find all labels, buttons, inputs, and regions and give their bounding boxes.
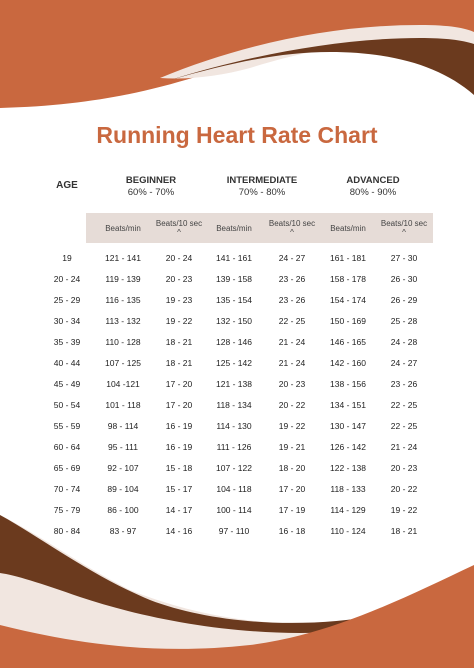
advanced-10s-cell: 21 - 24 [390, 442, 418, 452]
page-title: Running Heart Rate Chart [96, 122, 378, 148]
intermediate-bpm-cell: 125 - 142 [216, 358, 252, 368]
beginner-bpm-cell: 116 - 135 [105, 295, 141, 305]
advanced-10s-cell: 20 - 23 [390, 463, 418, 473]
subheader-beats-per-10-sec: Beats/10 sec ^ [155, 219, 203, 237]
advanced-bpm-cell: 126 - 142 [330, 442, 366, 452]
advanced-bpm-cell: 142 - 160 [330, 358, 366, 368]
beginner-bpm-cell: 95 - 111 [108, 442, 138, 452]
level-header-advanced [318, 175, 428, 199]
beginner-10s-cell: 18 - 21 [165, 358, 193, 368]
intermediate-10s-cell: 24 - 27 [278, 253, 306, 263]
beginner-bpm-cell: 98 - 114 [107, 421, 139, 431]
beginner-bpm-cell: 107 - 125 [105, 358, 141, 368]
advanced-10s-cell: 20 - 22 [390, 484, 418, 494]
intermediate-bpm-cell: 141 - 161 [216, 253, 252, 263]
beginner-bpm-cell: 104 -121 [106, 379, 140, 389]
age-cell: 35 - 39 [53, 337, 81, 347]
intermediate-bpm-cell: 135 - 154 [216, 295, 252, 305]
intermediate-bpm-cell: 111 - 126 [216, 442, 252, 452]
intermediate-bpm-cell: 97 - 110 [218, 526, 250, 536]
level-header-beginner [96, 175, 206, 199]
intermediate-bpm-cell: 107 - 122 [216, 463, 252, 473]
subheader-beats-per-min: Beats/min [105, 223, 141, 233]
advanced-bpm-cell: 154 - 174 [330, 295, 366, 305]
intermediate-bpm-cell: 121 - 138 [216, 379, 252, 389]
intermediate-bpm-cell: 104 - 118 [216, 484, 252, 494]
intermediate-bpm-cell: 128 - 146 [216, 337, 252, 347]
advanced-10s-cell: 24 - 28 [390, 337, 418, 347]
level-name: BEGINNER [125, 175, 177, 186]
subheader-beats-per-10-sec: Beats/10 sec ^ [268, 219, 316, 237]
intermediate-10s-cell: 21 - 24 [278, 358, 306, 368]
intermediate-10s-cell: 16 - 18 [278, 526, 306, 536]
age-cell: 45 - 49 [53, 379, 81, 389]
beginner-10s-cell: 15 - 18 [165, 463, 193, 473]
age-cell: 65 - 69 [53, 463, 81, 473]
beginner-10s-cell: 19 - 23 [165, 295, 193, 305]
beginner-10s-cell: 16 - 19 [165, 421, 193, 431]
intermediate-10s-cell: 23 - 26 [278, 274, 306, 284]
beginner-bpm-cell: 83 - 97 [109, 526, 137, 536]
age-cell: 55 - 59 [53, 421, 81, 431]
beginner-10s-cell: 20 - 23 [165, 274, 193, 284]
advanced-bpm-cell: 114 - 129 [330, 505, 366, 515]
level-range: 80% - 90% [349, 187, 397, 198]
intermediate-bpm-cell: 132 - 150 [216, 316, 252, 326]
intermediate-10s-cell: 19 - 21 [278, 442, 306, 452]
advanced-10s-cell: 27 - 30 [390, 253, 418, 263]
beginner-bpm-cell: 121 - 141 [105, 253, 141, 263]
intermediate-10s-cell: 23 - 26 [278, 295, 306, 305]
beginner-10s-cell: 14 - 16 [165, 526, 193, 536]
age-cell: 30 - 34 [53, 316, 81, 326]
intermediate-10s-cell: 17 - 20 [278, 484, 306, 494]
age-cell: 50 - 54 [53, 400, 81, 410]
advanced-10s-cell: 22 - 25 [390, 421, 418, 431]
advanced-bpm-cell: 130 - 147 [330, 421, 366, 431]
age-cell: 80 - 84 [53, 526, 81, 536]
intermediate-10s-cell: 18 - 20 [278, 463, 306, 473]
advanced-10s-cell: 26 - 29 [390, 295, 418, 305]
top-wave-decoration [0, 0, 474, 130]
advanced-10s-cell: 19 - 22 [390, 505, 418, 515]
advanced-bpm-cell: 158 - 178 [330, 274, 366, 284]
advanced-10s-cell: 24 - 27 [390, 358, 418, 368]
subheader-beats-per-min: Beats/min [330, 223, 366, 233]
beginner-10s-cell: 17 - 20 [165, 379, 193, 389]
beginner-bpm-cell: 119 - 139 [105, 274, 141, 284]
advanced-bpm-cell: 110 - 124 [330, 526, 366, 536]
beginner-bpm-cell: 89 - 104 [107, 484, 139, 494]
advanced-bpm-cell: 138 - 156 [330, 379, 366, 389]
intermediate-10s-cell: 22 - 25 [278, 316, 306, 326]
beginner-10s-cell: 20 - 24 [165, 253, 193, 263]
beginner-10s-cell: 16 - 19 [165, 442, 193, 452]
level-name: ADVANCED [346, 175, 400, 186]
beginner-bpm-cell: 101 - 118 [105, 400, 141, 410]
advanced-10s-cell: 22 - 25 [390, 400, 418, 410]
advanced-10s-cell: 18 - 21 [390, 526, 418, 536]
beginner-bpm-cell: 113 - 132 [105, 316, 141, 326]
level-range: 60% - 70% [127, 187, 175, 198]
advanced-10s-cell: 23 - 26 [390, 379, 418, 389]
advanced-bpm-cell: 150 - 169 [330, 316, 366, 326]
age-cell: 40 - 44 [53, 358, 81, 368]
advanced-bpm-cell: 161 - 181 [330, 253, 366, 263]
intermediate-10s-cell: 21 - 24 [278, 337, 306, 347]
advanced-bpm-cell: 134 - 151 [330, 400, 366, 410]
intermediate-bpm-cell: 118 - 134 [216, 400, 252, 410]
subheader-beats-per-min: Beats/min [216, 223, 252, 233]
beginner-bpm-cell: 110 - 128 [105, 337, 141, 347]
beginner-10s-cell: 15 - 17 [165, 484, 193, 494]
level-header-intermediate [207, 175, 317, 199]
advanced-bpm-cell: 146 - 165 [330, 337, 366, 347]
age-cell: 75 - 79 [53, 505, 81, 515]
advanced-bpm-cell: 118 - 133 [330, 484, 366, 494]
level-range: 70% - 80% [238, 187, 286, 198]
beginner-10s-cell: 14 - 17 [165, 505, 193, 515]
advanced-bpm-cell: 122 - 138 [330, 463, 366, 473]
beginner-bpm-cell: 92 - 107 [107, 463, 139, 473]
beginner-10s-cell: 19 - 22 [165, 316, 193, 326]
beginner-bpm-cell: 86 - 100 [107, 505, 139, 515]
subheader-beats-per-10-sec: Beats/10 sec ^ [380, 219, 428, 237]
advanced-10s-cell: 25 - 28 [390, 316, 418, 326]
intermediate-bpm-cell: 139 - 158 [216, 274, 252, 284]
beginner-10s-cell: 17 - 20 [165, 400, 193, 410]
intermediate-bpm-cell: 100 - 114 [216, 505, 252, 515]
intermediate-10s-cell: 20 - 22 [278, 400, 306, 410]
beginner-10s-cell: 18 - 21 [165, 337, 193, 347]
age-cell: 70 - 74 [53, 484, 81, 494]
intermediate-10s-cell: 19 - 22 [278, 421, 306, 431]
advanced-10s-cell: 26 - 30 [390, 274, 418, 284]
intermediate-bpm-cell: 114 - 130 [216, 421, 252, 431]
age-cell: 19 [62, 253, 72, 263]
age-cell: 60 - 64 [53, 442, 81, 452]
age-cell: 25 - 29 [53, 295, 81, 305]
intermediate-10s-cell: 17 - 19 [278, 505, 306, 515]
level-name: INTERMEDIATE [226, 175, 298, 186]
age-cell: 20 - 24 [53, 274, 81, 284]
intermediate-10s-cell: 20 - 23 [278, 379, 306, 389]
age-column-header: AGE [56, 180, 78, 191]
